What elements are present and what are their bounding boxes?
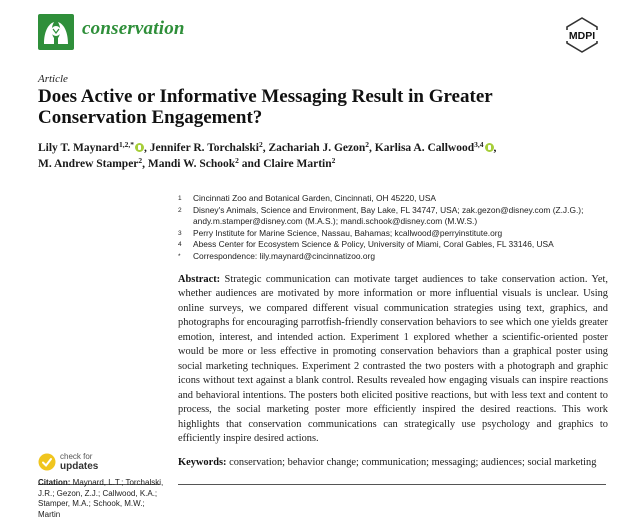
author-affiliation-sup: 2: [235, 156, 239, 165]
affiliation-item: [178, 205, 618, 228]
check-for-updates-line1: check for: [60, 452, 93, 461]
article-title: Does Active or Informative Messaging Result in Greater Conservation Engagement?: [38, 86, 493, 128]
affiliation-number: 3: [178, 229, 182, 237]
author-name[interactable]: Mandi W. Schook: [147, 158, 236, 170]
affiliation-item: [178, 239, 618, 251]
section-divider: [178, 484, 606, 485]
author-separator: ,: [262, 142, 269, 154]
keywords: [178, 456, 618, 470]
author-separator: ,: [142, 158, 148, 170]
mdpi-logo-icon: [559, 17, 605, 53]
affiliation-text: Abess Center for Ecosystem Science & Policy, University of Miami, Coral Gables, FL 33146, USA: [193, 239, 554, 249]
author-affiliation-sup: 2: [331, 156, 336, 165]
check-for-updates-line2: updates: [60, 461, 99, 472]
affiliation-number: 1: [178, 195, 182, 202]
author-separator: ,: [144, 142, 150, 154]
conservation-logo-icon: [38, 14, 74, 50]
abstract: [178, 273, 608, 446]
author-separator: ,: [369, 142, 375, 154]
author-name[interactable]: Jennifer R. Torchalski: [149, 142, 259, 154]
affiliation-item: [178, 251, 618, 263]
author-name[interactable]: Zachariah J. Gezon: [268, 142, 366, 154]
affiliation-text: Correspondence: lily.maynard@cincinnatizoo.org: [193, 250, 375, 261]
citation: [38, 478, 166, 520]
affiliation-item: [178, 193, 618, 205]
affiliations: [178, 193, 618, 262]
citation-text: Maynard, L.T.; Torchalski, J.R.; Gezon, Z.J.; Callwood, K.A.; Stamper, M.A.; Schook, M.W.; Martin: [38, 478, 164, 519]
author-affiliation-sup: 1,2,*: [119, 140, 135, 149]
author-separator: and: [238, 158, 264, 170]
author-name[interactable]: Lily T. Maynard: [38, 142, 120, 154]
check-for-updates-icon: [38, 453, 56, 471]
orcid-icon[interactable]: [135, 143, 144, 152]
abstract-label: Abstract:: [178, 274, 221, 285]
author-list: [38, 140, 608, 172]
affiliation-item: [178, 228, 618, 240]
affiliation-text: Perry Institute for Marine Science, Nassau, Bahamas; kcallwood@perryinstitute.org: [193, 227, 503, 238]
author-affiliation-sup: 2: [365, 140, 370, 149]
check-for-updates-badge[interactable]: [38, 452, 128, 474]
keywords-text: conservation; behavior change; communication; messaging; audiences; social marketing: [229, 457, 597, 468]
author-affiliation-sup: 2: [138, 156, 143, 165]
author-affiliation-sup: 2: [258, 140, 263, 149]
affiliation-number: *: [178, 252, 181, 260]
affiliation-text: Cincinnati Zoo and Botanical Garden, Cincinnati, OH 45220, USA: [193, 193, 437, 203]
author-name[interactable]: Karlisa A. Callwood: [374, 142, 475, 154]
orcid-icon[interactable]: [485, 143, 494, 152]
author-separator: ,: [493, 142, 497, 154]
affiliation-text: Disney's Animals, Science and Environment, Bay Lake, FL 34747, USA; zak.gezon@disney.com (Z.J.G.); andy.m.stamper@disney.com (M.A.S.); mandi.schook@disney.com (M.W.S.): [193, 204, 584, 226]
journal-name: conservation: [82, 18, 185, 39]
citation-label: Citation:: [38, 478, 71, 487]
author-affiliation-sup: 3,4: [474, 140, 484, 149]
publisher-name: MDPI: [568, 30, 596, 42]
author-name[interactable]: M. Andrew Stamper: [38, 158, 139, 170]
abstract-text: Strategic communication can motivate target audiences to take conservation action. Yet, whether audiences are motivated by more information or more influential visuals is unclear. Using online surveys, we compared different visual communication strategies using text, graphics, and photographs for encouraging parrotfish-friendly conservation behaviors to see which one yields greater emotion, interest, and intended action. Experiment 1 explored whether a scientific-oriented poster would be more or less effective in promoting conservation behaviors than a graphical poster using social marketing techniques. Experiment 2 contrasted the two posters with a photograph and graphic icons without text against a blank control. Results revealed how engaging visuals can inspire reactions and behavioral intentions. The posters both elicited positive reactions, but with less text and content to process, the social marketing poster more efficiently inspired the desired reactions. This work highlights that conservation communications can strategically use psychology and graphics to efficiently inspire desired actions.: [178, 274, 608, 444]
keywords-label: Keywords:: [178, 457, 227, 468]
affiliation-number: 2: [178, 206, 182, 214]
article-type: Article: [38, 73, 68, 85]
affiliation-number: 4: [178, 241, 182, 248]
author-name[interactable]: Claire Martin: [263, 158, 332, 170]
